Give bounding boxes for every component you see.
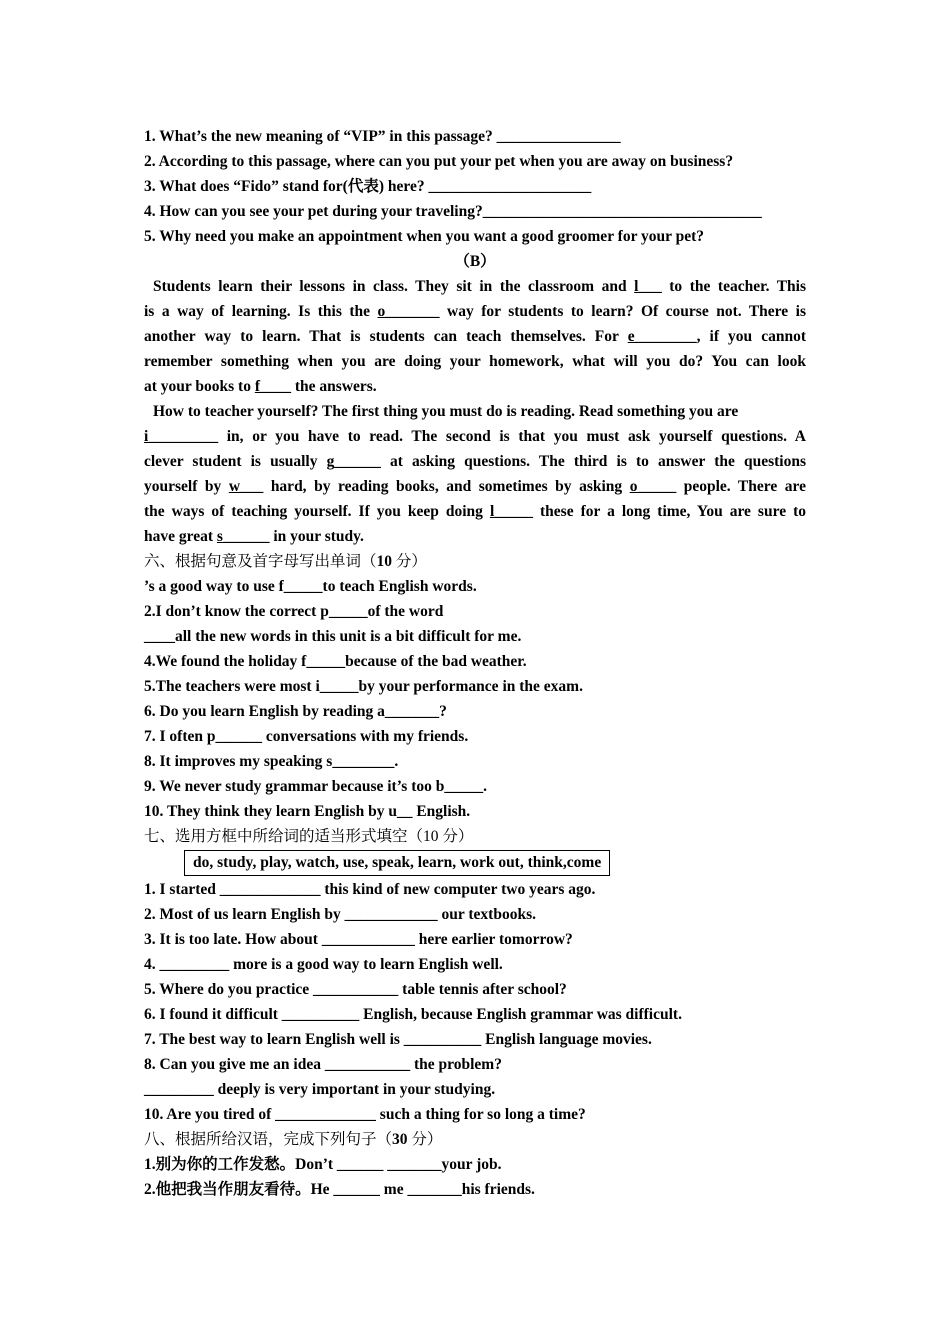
passage-line: clever student is usually g______ at asking questions. The third is to answer the questions bbox=[144, 453, 807, 470]
question-a2: 2. According to this passage, where can you put your pet when you are away on business? bbox=[144, 153, 734, 170]
section6-item: 10. They think they learn English by u__ English. bbox=[144, 803, 471, 820]
initial-letter-blank: l___ bbox=[634, 278, 662, 295]
section7-item: 7. The best way to learn English well is __________ English language movies. bbox=[144, 1031, 652, 1048]
section6-item: 4.We found the holiday f_____because of the bad weather. bbox=[144, 653, 527, 670]
word-box: do, study, play, watch, use, speak, learn, work out, think,come bbox=[184, 850, 610, 876]
worksheet-page bbox=[144, 124, 806, 1202]
passage-line: have great s______ in your study. bbox=[144, 528, 364, 545]
section8-item: 2.他把我当作朋友看待。He ______ me _______his friends. bbox=[144, 1181, 535, 1198]
passage-line: the ways of teaching yourself. If you keep doing l_____ these for a long time, You are sure to bbox=[144, 503, 806, 520]
section6-item: ’s a good way to use f_____to teach English words. bbox=[144, 578, 477, 595]
section7-item: _________ deeply is very important in your studying. bbox=[144, 1081, 496, 1098]
initial-letter-blank: s______ bbox=[216, 528, 270, 545]
initial-letter-blank: e________ bbox=[627, 328, 697, 345]
section6-item: 5.The teachers were most i_____by your performance in the exam. bbox=[144, 678, 583, 695]
section6-item: 8. It improves my speaking s________. bbox=[144, 753, 399, 770]
section7-item: 2. Most of us learn English by ____________ our textbooks. bbox=[144, 906, 536, 923]
initial-letter-blank: i_________ bbox=[144, 428, 219, 445]
section6-item: 7. I often p______ conversations with my friends. bbox=[144, 728, 469, 745]
initial-letter-blank: w___ bbox=[228, 478, 264, 495]
section-b-label: （B） bbox=[454, 253, 496, 270]
question-a4: 4. How can you see your pet during your traveling?____________________________________ bbox=[144, 203, 762, 220]
passage-line: i_________ in, or you have to read. The second is that you must ask yourself questions. A bbox=[144, 428, 806, 445]
section7-item: 3. It is too late. How about ____________ here earlier tomorrow? bbox=[144, 931, 573, 948]
section7-item: 8. Can you give me an idea ___________ the problem? bbox=[144, 1056, 502, 1073]
passage-line: How to teacher yourself? The first thing you must do is reading. Read something you are bbox=[153, 403, 739, 420]
passage-line: is a way of learning. Is this the o_______ way for students to learn? Of course not. There is bbox=[144, 303, 806, 320]
section7-heading: 七、选用方框中所给词的适当形式填空（10 分） bbox=[144, 828, 474, 845]
passage-line: Students learn their lessons in class. They sit in the classroom and l___ to the teacher. This bbox=[153, 278, 807, 295]
passage-line: another way to learn. That is students can teach themselves. For e________, if you cannot bbox=[144, 328, 806, 345]
passage-line: at your books to f____ the answers. bbox=[144, 378, 377, 395]
section6-item: 9. We never study grammar because it’s too b_____. bbox=[144, 778, 487, 795]
passage-line: remember something when you are doing your homework, what will you do? You can look bbox=[144, 353, 806, 370]
section6-heading: 六、根据句意及首字母写出单词（10 分） bbox=[144, 553, 427, 570]
initial-letter-blank: o_____ bbox=[629, 478, 677, 495]
section6-item: 2.I don’t know the correct p_____of the word bbox=[144, 603, 444, 620]
section7-item: 4. _________ more is a good way to learn English well. bbox=[144, 956, 503, 973]
initial-letter-blank: l_____ bbox=[489, 503, 533, 520]
section7-item: 5. Where do you practice ___________ table tennis after school? bbox=[144, 981, 567, 998]
section7-item: 1. I started _____________ this kind of new computer two years ago. bbox=[144, 881, 596, 898]
initial-letter-blank: g______ bbox=[326, 453, 381, 470]
section7-item: 10. Are you tired of _____________ such a thing for so long a time? bbox=[144, 1106, 586, 1123]
passage-line: yourself by w___ hard, by reading books, and sometimes by asking o_____ people. There are bbox=[144, 478, 806, 495]
word-box-row bbox=[144, 849, 806, 877]
section6-item: ____all the new words in this unit is a bit difficult for me. bbox=[144, 628, 522, 645]
question-a3: 3. What does “Fido” stand for(代表) here? _____________________ bbox=[144, 178, 592, 195]
section8-heading: 八、根据所给汉语，完成下列句子（30 分） bbox=[144, 1131, 443, 1148]
section7-item: 6. I found it difficult __________ English, because English grammar was difficult. bbox=[144, 1006, 682, 1023]
section8-item: 1.别为你的工作发愁。Don’t ______ _______your job. bbox=[144, 1156, 502, 1173]
question-a5: 5. Why need you make an appointment when you want a good groomer for your pet? bbox=[144, 228, 705, 245]
section6-item: 6. Do you learn English by reading a_______? bbox=[144, 703, 447, 720]
question-a1: 1. What’s the new meaning of “VIP” in this passage? ________________ bbox=[144, 128, 621, 145]
initial-letter-blank: o_______ bbox=[377, 303, 440, 320]
initial-letter-blank: f____ bbox=[254, 378, 291, 395]
